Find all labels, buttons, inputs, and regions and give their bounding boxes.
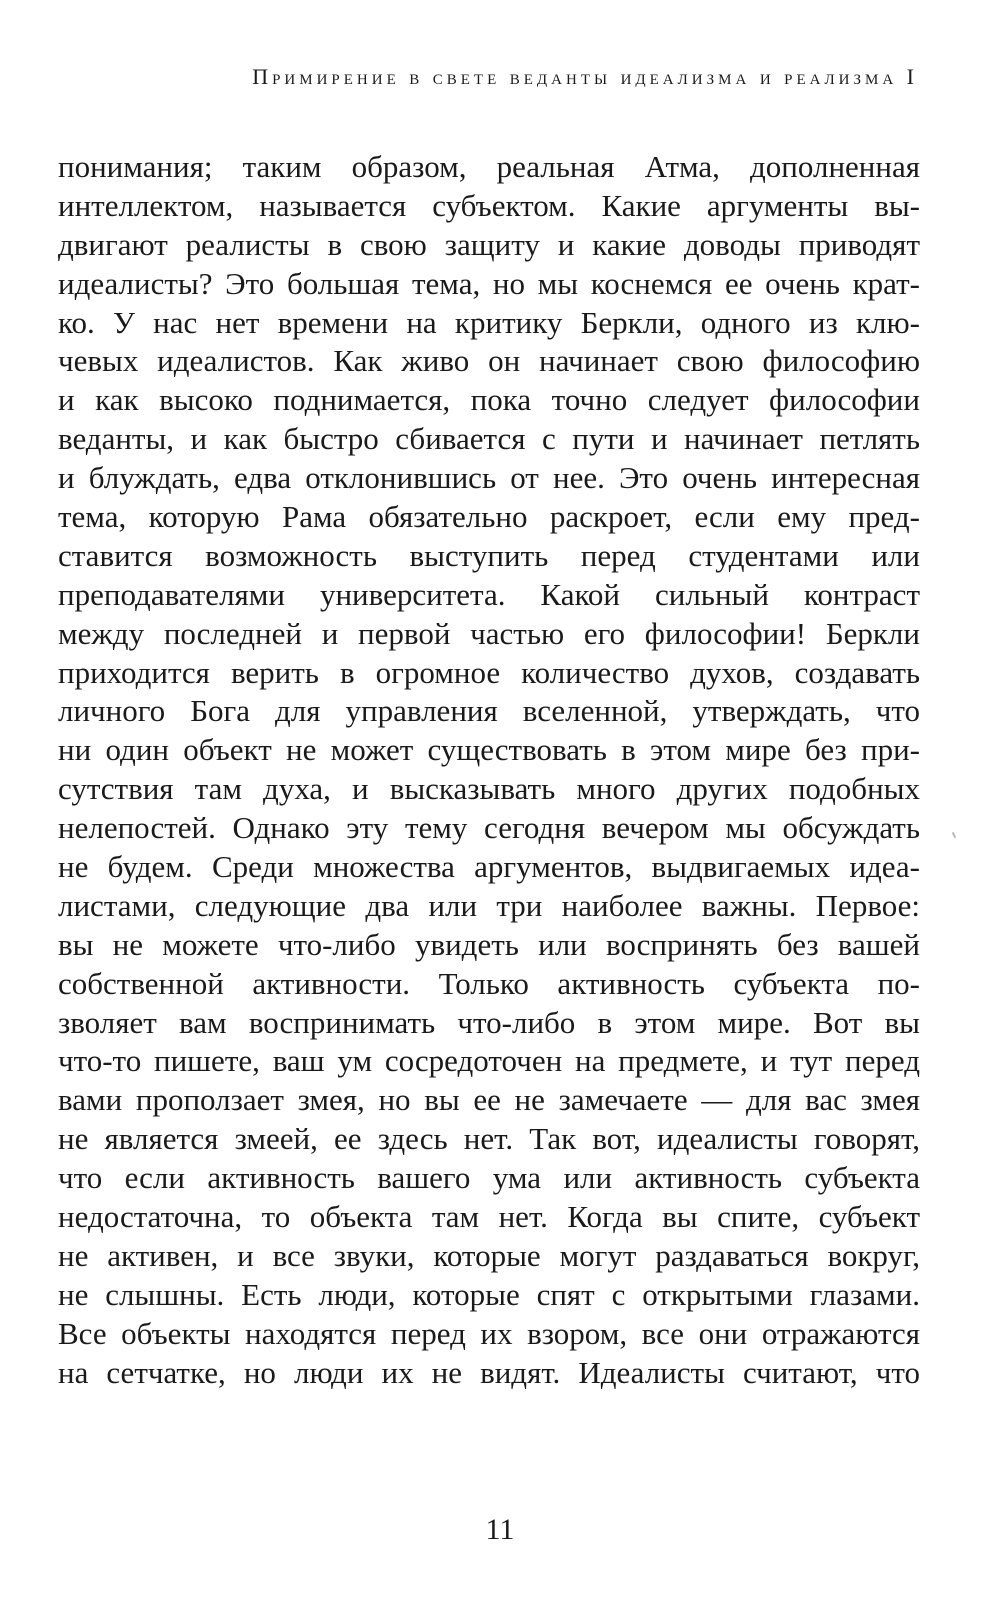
- text-line: тема, которую Рама обязательно раскроет, если ему пред-: [58, 499, 920, 535]
- text-line: и как высоко поднимается, пока точно следует философии: [58, 382, 920, 418]
- text-line: личного Бога для управления вселенной, утверждать, что: [58, 693, 920, 729]
- text-line: не является змеей, ее здесь нет. Так вот, идеалисты говорят,: [58, 1121, 920, 1157]
- text-line: собственной активности. Только активность субъекта по-: [58, 965, 920, 1001]
- text-line: Все объекты находятся перед их взором, все они отражаются: [58, 1315, 920, 1351]
- text-line: ставится возможность выступить перед студентами или: [58, 537, 920, 573]
- text-line: листами, следующие два или три наиболее важны. Первое:: [58, 887, 920, 923]
- text-line: двигают реалисты в свою защиту и какие доводы приводят: [58, 226, 920, 262]
- text-line: недостаточна, то объекта там нет. Когда вы спите, субъект: [58, 1199, 920, 1235]
- text-line: не будем. Среди множества аргументов, выдвигаемых идеа-: [58, 849, 920, 885]
- text-line: не слышны. Есть люди, которые спят с открытыми глазами.: [58, 1276, 920, 1312]
- text-line: что-то пишете, ваш ум сосредоточен на предмете, и тут перед: [58, 1043, 920, 1079]
- text-line: зволяет вам воспринимать что-либо в этом мире. Вот вы: [58, 1004, 920, 1040]
- text-line: ко. У нас нет времени на критику Беркли, одного из клю-: [58, 304, 920, 340]
- text-line: понимания; таким образом, реальная Атма, дополненная: [58, 149, 920, 184]
- text-line: между последней и первой частью его философии! Беркли: [58, 615, 920, 651]
- text-line: веданты, и как быстро сбивается с пути и начинает петлять: [58, 421, 920, 457]
- scan-speck: [952, 832, 956, 838]
- text-line: чевых идеалистов. Как живо он начинает свою философию: [58, 343, 920, 379]
- running-header: Примирение в свете веданты идеализма и реализма I: [252, 64, 918, 89]
- text-line: вами проползает змея, но вы ее не замечаете — для вас змея: [58, 1082, 920, 1118]
- text-line: преподавателями университета. Какой сильный контраст: [58, 576, 920, 612]
- text-line: нелепостей. Однако эту тему сегодня вечером мы обсуждать: [58, 810, 920, 846]
- text-line: интеллектом, называется субъектом. Какие аргументы вы-: [58, 187, 920, 223]
- text-line: и блуждать, едва отклонившись от нее. Это очень интересная: [58, 460, 920, 496]
- body-text: [58, 148, 920, 1393]
- text-line: идеалисты? Это большая тема, но мы коснемся ее очень крат-: [58, 265, 920, 301]
- text-line: сутствия там духа, и высказывать много других подобных: [58, 771, 920, 807]
- text-line: на сетчатке, но люди их не видят. Идеалисты считают, что: [58, 1354, 920, 1390]
- page-number: 11: [485, 1513, 515, 1546]
- text-line: что если активность вашего ума или активность субъекта: [58, 1160, 920, 1196]
- text-line: вы не можете что-либо увидеть или воспринять без вашей: [58, 926, 920, 962]
- text-line: ни один объект не может существовать в этом мире без при-: [58, 732, 920, 768]
- text-line: приходится верить в огромное количество духов, создавать: [58, 654, 920, 690]
- text-line: не активен, и все звуки, которые могут раздаваться вокруг,: [58, 1237, 920, 1273]
